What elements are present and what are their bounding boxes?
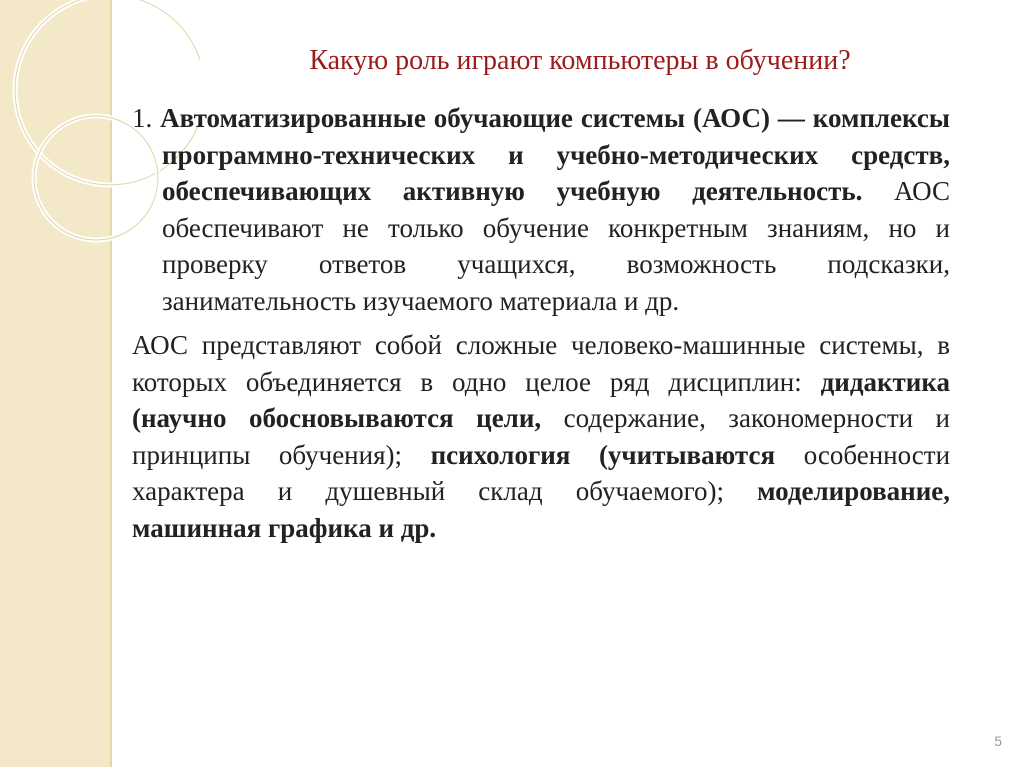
paragraph-2-psychology-rest: особенности характера и душевный склад обучаемого); (132, 439, 951, 506)
slide-content (132, 100, 950, 546)
paragraph-1-number: 1. (132, 103, 153, 133)
paragraph-1-text: АОС обеспечивают не только обучение конкретным знаниям, но и проверку ответов учащихся, возможность подсказки, занимательность изучаемого материала и др. (162, 176, 950, 316)
decorative-side-band (0, 0, 112, 767)
paragraph-2-modeling-bold: моделирование, машинная графика и др. (132, 476, 951, 543)
slide-number: 5 (994, 733, 1002, 749)
paragraph-2-intro: АОС представляют собой сложные человеко-машинные системы, в которых объединяется в одно целое ряд дисциплин: (132, 330, 950, 397)
paragraph-2-psychology-bold: психология (учитываются (430, 439, 776, 470)
paragraph-1-bold-lead: Автоматизированные обучающие системы (АОС) — комплексы программно-технических и учебно-методических средств, обеспечивающих активную учебную деятельность. (160, 103, 950, 206)
paragraph-1 (132, 100, 950, 319)
paragraph-2-didactics-rest: содержание, закономерности и принципы обучения); (132, 403, 950, 470)
paragraph-2-didactics-bold: дидактика (научно обосновываются цели, (132, 366, 951, 433)
paragraph-2 (132, 327, 950, 546)
slide-title: Какую роль играют компьютеры в обучении? (309, 45, 851, 76)
